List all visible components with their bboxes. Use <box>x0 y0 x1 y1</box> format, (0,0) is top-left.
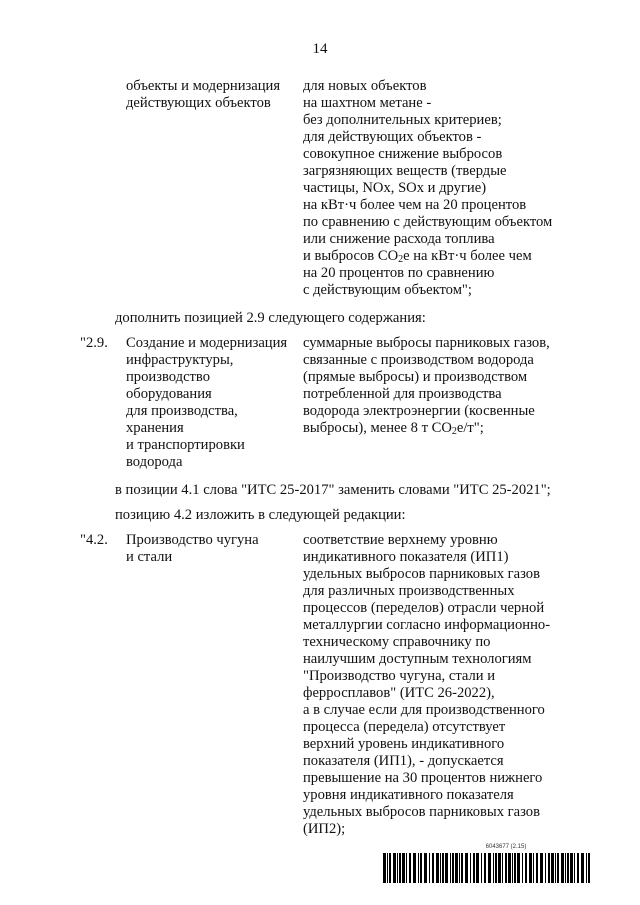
section-1-left-column <box>126 78 280 112</box>
section-1-right-line: на кВт·ч более чем на 20 процентов <box>303 197 527 213</box>
item-2-9-last-line: выбросы), менее 8 т $CO_2е/т$"; <box>303 420 484 437</box>
item-2-9-right-line: суммарные выбросы парниковых газов, <box>303 335 550 351</box>
item-4-2-right-line: для различных производственных <box>303 583 515 599</box>
section-1-right-end-line: на 20 процентов по сравнению <box>303 265 495 281</box>
item-4-2-right-line: индикативного показателя (ИП1) <box>303 549 509 565</box>
co2-line: и выбросов $CO_2е$ на кВт·ч более чем <box>303 248 532 265</box>
item-2-9-left-line: Создание и модернизация <box>126 335 288 351</box>
item-4-2-left-column <box>126 532 259 566</box>
item-4-2-right-line: (ИП2); <box>303 821 346 837</box>
item-4-2-right-line: процессов (переделов) отрасли черной <box>303 600 545 616</box>
section-1-right-line: на шахтном метане - <box>303 95 432 111</box>
item-4-2-left-line: Производство чугуна <box>126 532 259 548</box>
item-4-2-right-line: удельных выбросов парниковых газов <box>303 566 540 582</box>
item-2-9-right-line: потребленной для производства <box>303 386 502 402</box>
section-1-right-line: или снижение расхода топлива <box>303 231 495 247</box>
item-4-2-number: "4.2. <box>80 532 108 548</box>
section-1-left-line: действующих объектов <box>126 95 271 111</box>
section-1-right-line: без дополнительных критериев; <box>303 112 502 128</box>
item-4-2-right-line: удельных выбросов парниковых газов <box>303 804 540 820</box>
section-1-right-line: частицы, NOx, SOx и другие) <box>303 180 487 196</box>
section-1-right-end-line: с действующим объектом"; <box>303 282 472 298</box>
section-1-right-line: для новых объектов <box>303 78 427 94</box>
item-4-2-right-line: ферросплавов" (ИТС 26-2022), <box>303 685 495 701</box>
barcode-caption: 6043677 (2.15) <box>485 844 527 850</box>
item-4-2-right-line: техническому справочнику по <box>303 634 491 650</box>
item-4-2-right-line: металлургии согласно информационно- <box>303 617 551 633</box>
paragraph-add-2-9: дополнить позицией 2.9 следующего содержания: <box>115 310 426 326</box>
item-2-9-left-line: инфраструктуры, <box>126 352 234 368</box>
item-4-2-right-line: уровня индикативного показателя <box>303 787 514 803</box>
page-number: 14 <box>312 41 328 57</box>
item-2-9-right-column <box>303 335 550 437</box>
item-2-9-right-line: водорода электроэнергии (косвенные <box>303 403 535 419</box>
item-4-2-right-line: "Производство чугуна, стали и <box>303 668 496 684</box>
paragraph-restate-4-2: позицию 4.2 изложить в следующей редакции: <box>115 507 406 523</box>
item-2-9-left-line: для производства, <box>126 403 238 419</box>
item-4-2-right-column <box>303 532 550 838</box>
item-2-9-left-column <box>126 335 287 471</box>
item-2-9-left-line: и транспортировки <box>126 437 245 453</box>
item-4-2-right-line: превышение на 30 процентов нижнего <box>303 770 543 786</box>
item-4-2-right-line: показателя (ИП1), - допускается <box>303 753 504 769</box>
section-1-right-column <box>303 78 552 299</box>
section-1-right-line: по сравнению с действующим объектом <box>303 214 553 230</box>
item-4-2-right-line: а в случае если для производственного <box>303 702 545 718</box>
item-2-9-right-line: (прямые выбросы) и производством <box>303 369 528 385</box>
section-1-right-line: совокупное снижение выбросов <box>303 146 503 162</box>
item-4-2-right-line: процесса (передела) отсутствует <box>303 719 506 735</box>
item-2-9-left-line: хранения <box>126 420 184 436</box>
paragraph-replace-4-1: в позиции 4.1 слова "ИТС 25-2017" заменить словами "ИТС 25-2021"; <box>115 482 551 498</box>
section-1-left-line: объекты и модернизация <box>126 78 281 94</box>
item-2-9-left-line: оборудования <box>126 386 212 402</box>
item-2-9-left-line: производство <box>126 369 211 385</box>
item-2-9-left-line: водорода <box>126 454 183 470</box>
item-4-2-right-line: верхний уровень индикативного <box>303 736 505 752</box>
item-4-2-left-line: и стали <box>126 549 173 565</box>
barcode-icon <box>382 853 594 883</box>
item-2-9-right-line: связанные с производством водорода <box>303 352 534 368</box>
section-1-right-line: загрязняющих веществ (твердые <box>303 163 507 179</box>
item-4-2-right-line: соответствие верхнему уровню <box>303 532 498 548</box>
item-2-9-number: "2.9. <box>80 335 108 351</box>
section-1-right-line: для действующих объектов - <box>303 129 482 145</box>
barcode-block <box>382 844 594 883</box>
item-4-2-right-line: наилучшим доступным технологиям <box>303 651 532 667</box>
